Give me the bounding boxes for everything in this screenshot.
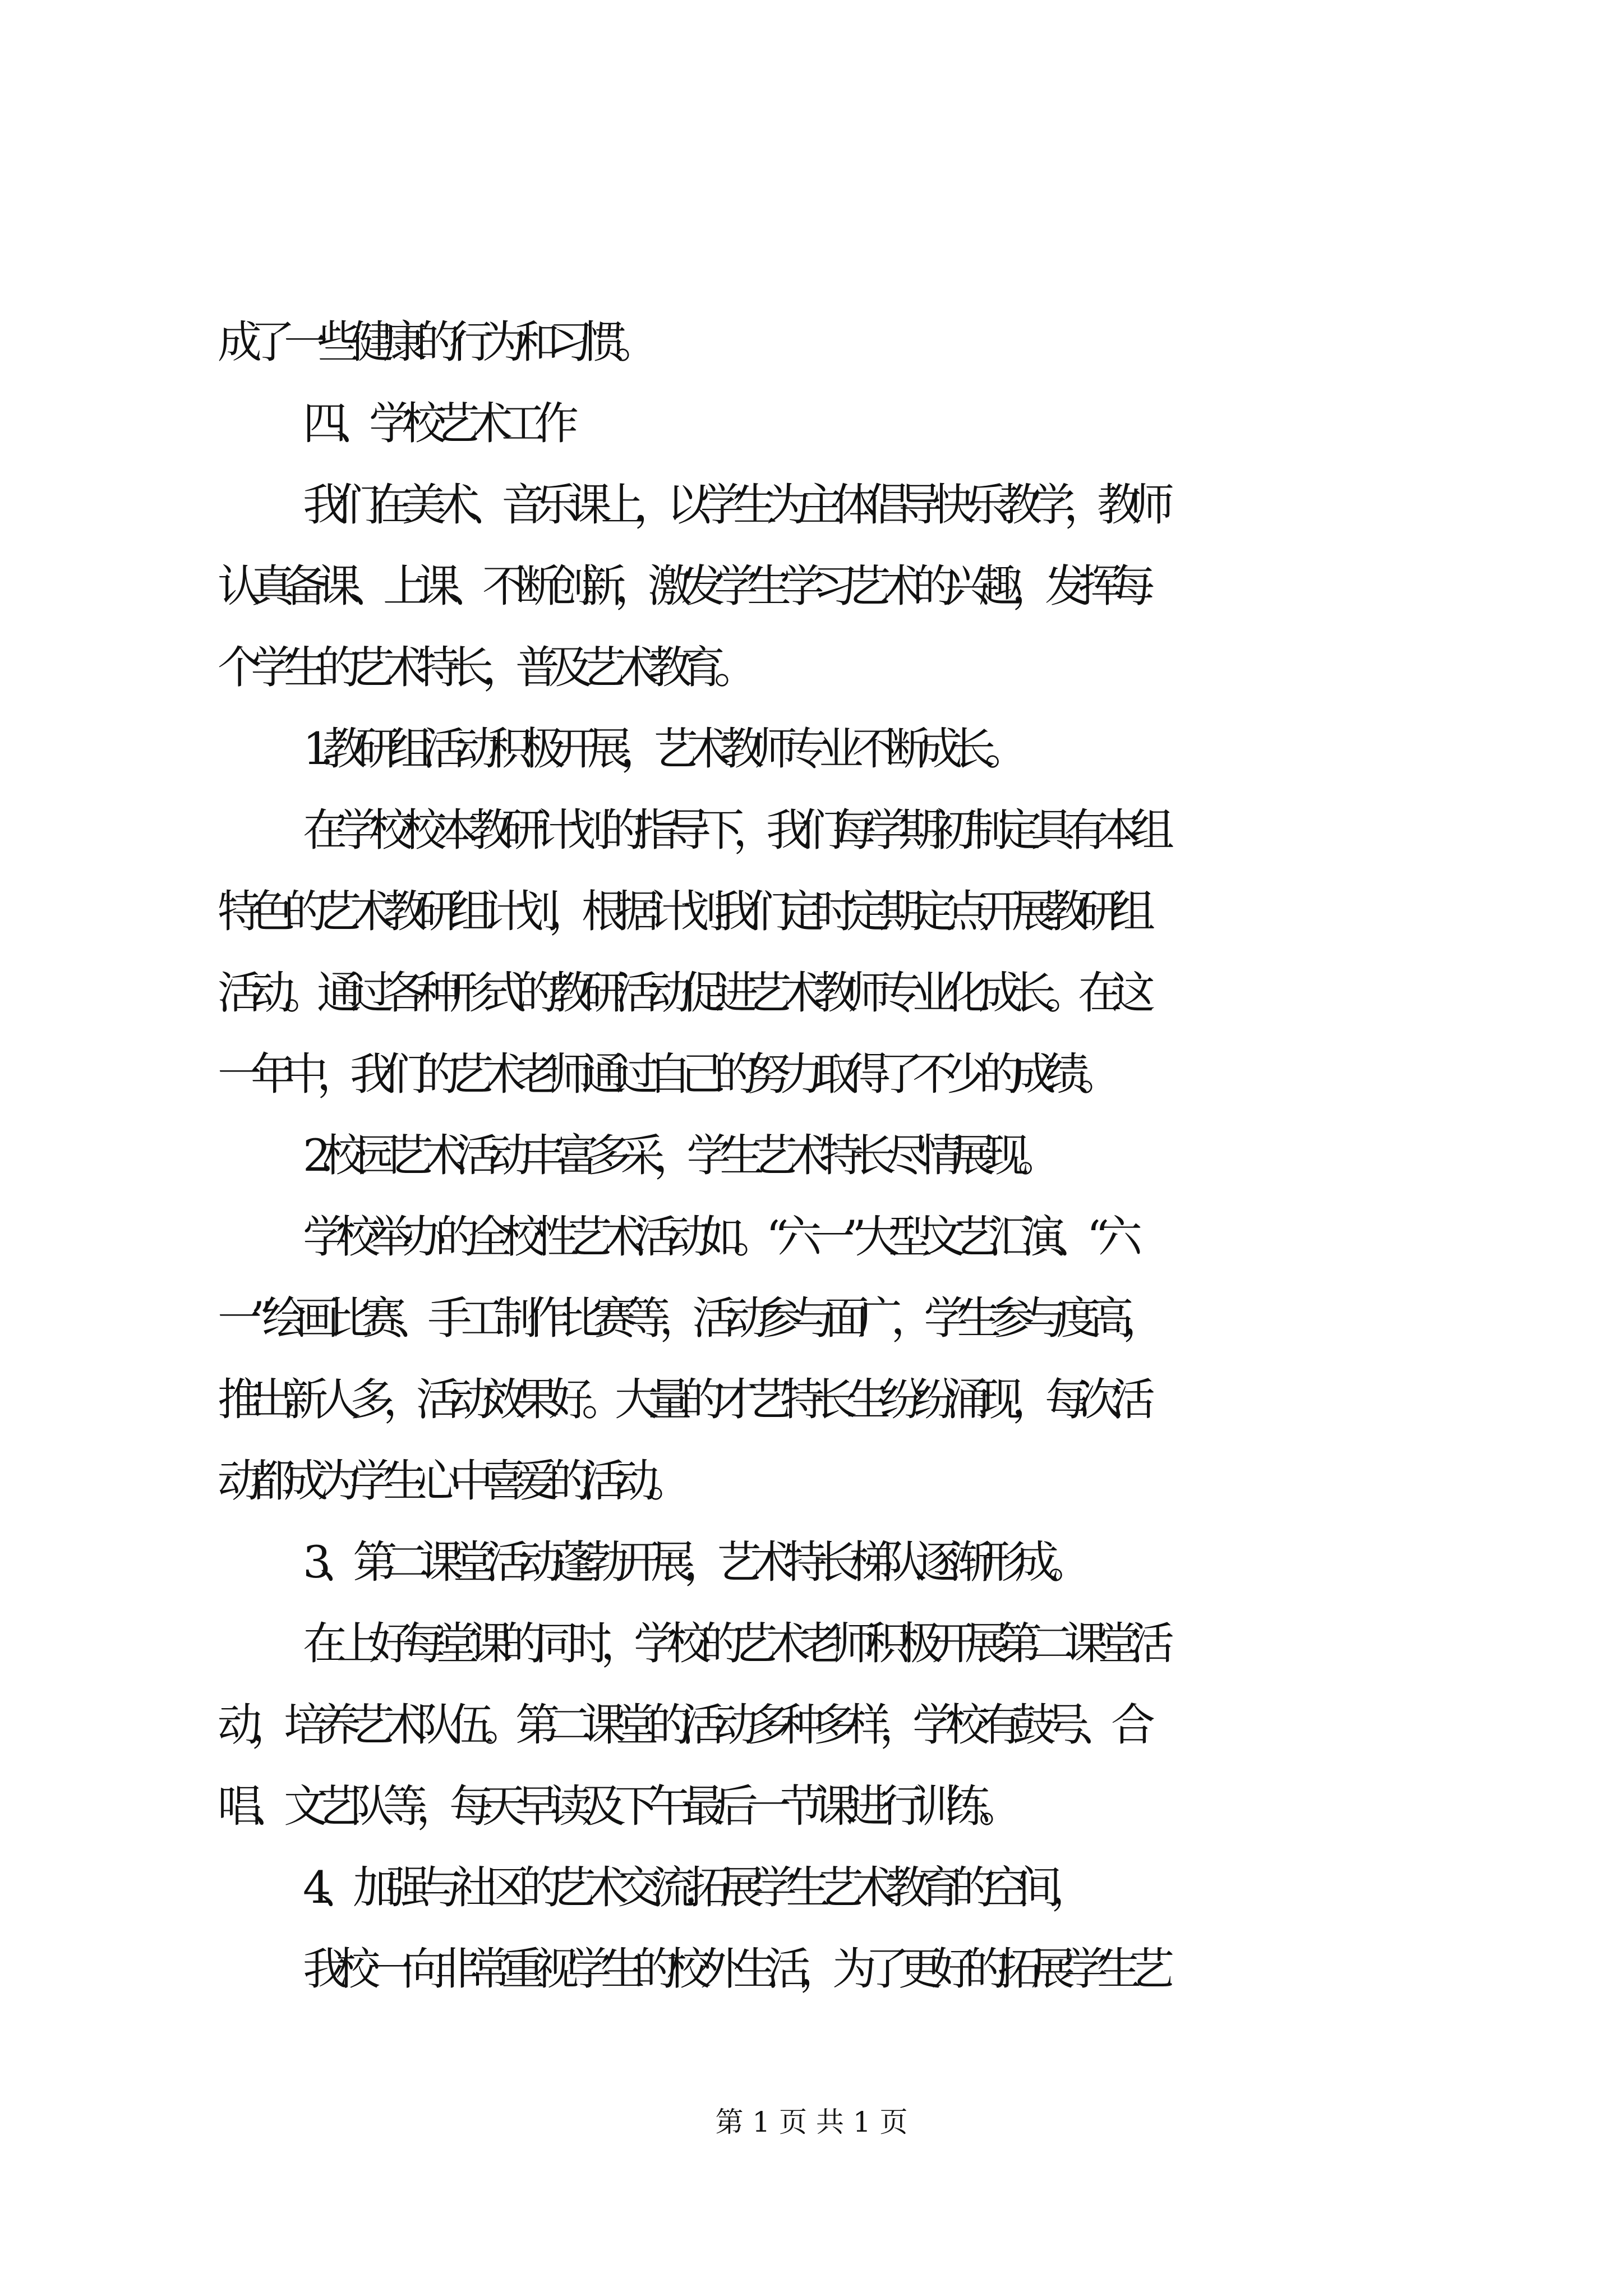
paragraph-line: 动都成为学生心中喜爱的活动。 <box>218 1455 681 1507</box>
subheading: 2.校园艺术活动丰富多采，学生艺术特长尽情展现。 <box>303 1130 1051 1181</box>
subheading: 4、加强与社区的艺术交流.拓展学生艺术教育的空间， <box>303 1862 1084 1913</box>
paragraph-line: 一年中，我们的艺术老师通过自己的努力取得了不少的成绩。 <box>218 1048 1111 1100</box>
paragraph-line: 个学生的艺术特长，普及艺术教育。 <box>218 642 747 693</box>
body-line: 成了一些健康的行为和习惯。 <box>218 316 648 368</box>
paragraph-line: 推出新人多，活动效果好。大量的才艺特长生纷纷涌现，每次活 <box>218 1374 1144 1425</box>
paragraph-line: 特色的艺术教研组计划，根据计划我们定时定期定点开展教研组 <box>218 886 1144 937</box>
page-footer: 第 1 页 共 1 页 <box>715 2106 908 2138</box>
paragraph-line: 活动。通过各种形式的教研活动促进艺术教师专业化成长。在这 <box>218 967 1144 1019</box>
paragraph-line: 我校一向非常重视学生的校外生活，为了更好的拓展学生艺 <box>303 1943 1163 1995</box>
paragraph-line: 我们在美术、音乐课上，以学生为主体倡导快乐教学，教师 <box>303 479 1163 531</box>
section-heading: 四、学校艺术工作 <box>303 398 568 449</box>
subheading: 1.教研组活动积极开展，艺术教师专业不断成长。 <box>303 723 1018 775</box>
paragraph-line: 一”绘画比赛、手工制作比赛等，活动参与面广，学生参与度高， <box>218 1292 1156 1344</box>
subheading: 3、第二课堂活动蓬勃开展，艺术特长梯队逐渐形成。 <box>303 1536 1081 1588</box>
paragraph-line: 动，培养艺术队伍。第二课堂的活动多种多样，学校有鼓号、合 <box>218 1699 1144 1751</box>
paragraph-line: 认真备课、上课、不断创新，激发学生学习艺术的兴趣，发挥每 <box>218 560 1144 612</box>
paragraph-line: 学校举办的全校性艺术活动如。“六一”大型文艺汇演、“六 <box>303 1211 1132 1263</box>
paragraph-line: 在学校校本教研计划的指导下，我们每学期初制定具有本组 <box>303 804 1163 856</box>
paragraph-line: 在上好每堂课的同时，学校的艺术老师积极开展第二课堂活 <box>303 1618 1163 1669</box>
paragraph-line: 唱、文艺队等，每天早读及下午最后一节课进行训练。 <box>218 1780 1012 1832</box>
